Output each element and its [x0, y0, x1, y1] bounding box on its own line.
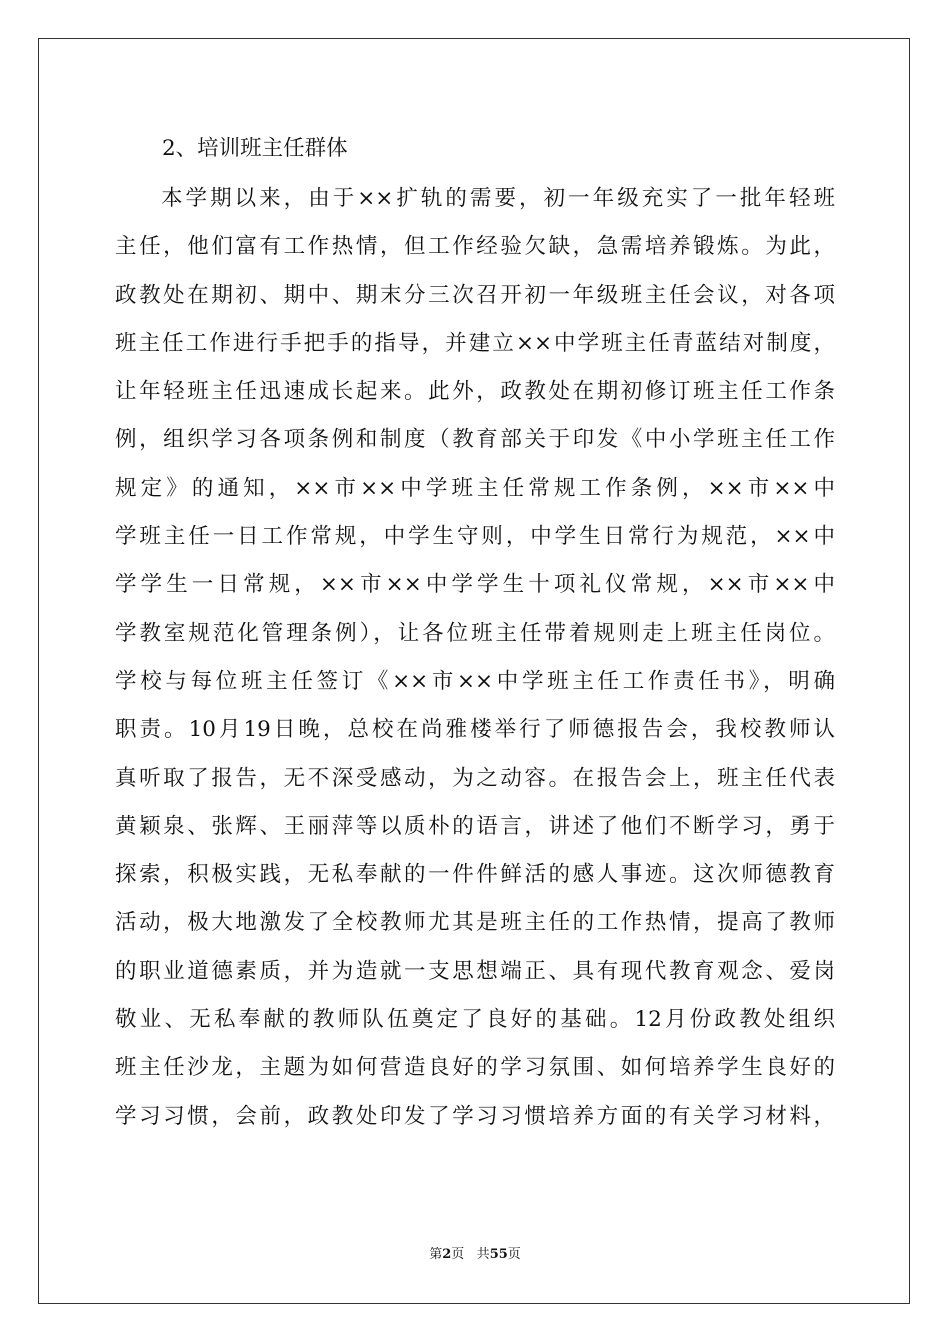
text-line: 学习习惯，会前，政教处印发了学习习惯培养方面的有关学习材料，: [115, 1103, 835, 1129]
text-line: 学学生一日常规，××市××中学学生十项礼仪常规，××市××中: [115, 572, 835, 598]
text-line: 主任，他们富有工作热情，但工作经验欠缺，急需培养锻炼。为此，: [115, 234, 835, 260]
page-footer: [0, 1246, 950, 1264]
text-line: 活动，极大地激发了全校教师尤其是班主任的工作热情，提高了教师: [115, 910, 835, 936]
body-paragraph: [115, 182, 835, 1148]
footer-total-suffix: 页: [507, 1247, 521, 1262]
text-line: 探索，积极实践，无私奉献的一件件鲜活的感人事迹。这次师德教育: [115, 862, 835, 888]
text-line: 学教室规范化管理条例），让各位班主任带着规则走上班主任岗位。: [115, 620, 835, 646]
text-line: 班主任工作进行手把手的指导，并建立××中学班主任青蓝结对制度，: [115, 330, 835, 356]
total-pages-number: 55: [489, 1247, 508, 1262]
text-line: 班主任沙龙，主题为如何营造良好的学习氛围、如何培养学生良好的: [115, 1055, 835, 1081]
footer-prefix: 第: [429, 1247, 443, 1262]
footer-total-prefix: 共: [476, 1247, 490, 1262]
section-heading: 2、培训班主任群体: [162, 136, 348, 161]
text-line: 敬业、无私奉献的教师队伍奠定了良好的基础。12月份政教处组织: [115, 1007, 835, 1033]
text-line: 的职业道德素质，并为造就一支思想端正、具有现代教育观念、爱岗: [115, 958, 835, 984]
text-line: 政教处在期初、期中、期末分三次召开初一年级班主任会议，对各项: [115, 282, 835, 308]
text-line: 让年轻班主任迅速成长起来。此外，政教处在期初修订班主任工作条: [115, 379, 835, 405]
footer-page-suffix: 页: [451, 1247, 465, 1262]
text-line: 黄颖泉、张辉、王丽萍等以质朴的语言，讲述了他们不断学习，勇于: [115, 813, 835, 839]
text-line: 学校与每位班主任签订《××市××中学班主任工作责任书》，明确: [115, 668, 835, 694]
text-line: 职责。10月19日晚，总校在尚雅楼举行了师德报告会，我校教师认: [115, 717, 835, 743]
text-line: 例，组织学习各项条例和制度（教育部关于印发《中小学班主任工作: [115, 427, 835, 453]
text-line: 规定》的通知，××市××中学班主任常规工作条例，××市××中: [115, 475, 835, 501]
current-page-number: 2: [442, 1247, 452, 1262]
text-line: 真听取了报告，无不深受感动，为之动容。在报告会上，班主任代表: [115, 765, 835, 791]
text-line: 本学期以来，由于××扩轨的需要，初一年级充实了一批年轻班: [161, 186, 835, 211]
text-line: 学班主任一日工作常规，中学生守则，中学生日常行为规范，××中: [115, 524, 835, 550]
